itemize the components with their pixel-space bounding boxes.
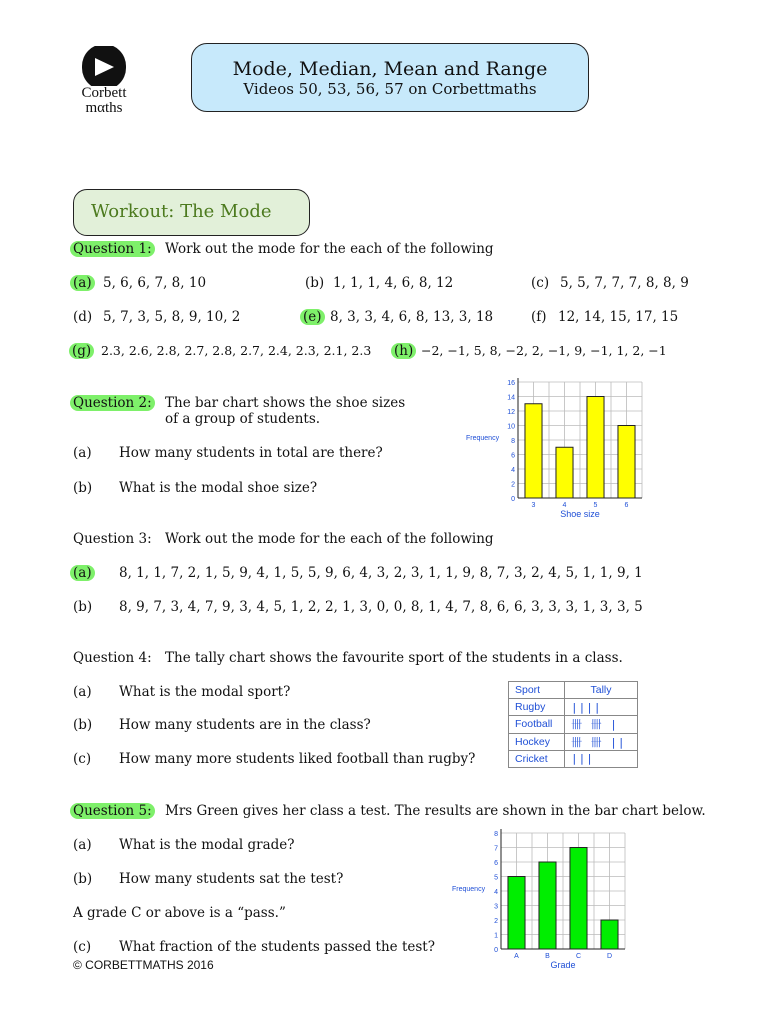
q4-prompt: The tally chart shows the favourite sport of the students in a class.	[165, 650, 623, 666]
tally-header-row	[509, 682, 638, 699]
y-tick-label: 8	[494, 831, 498, 838]
q4-b-letter: (b)	[73, 717, 93, 733]
q3-prompt: Work out the mode for the each of the following	[165, 531, 494, 547]
q1-label: Question 1:	[70, 241, 155, 257]
q5-c-text: What fraction of the students passed the test?	[119, 939, 435, 955]
y-tick-label: 2	[494, 918, 498, 925]
y-tick-label: 5	[494, 874, 498, 882]
q1-f-text: 12, 14, 15, 17, 15	[558, 309, 679, 325]
q2-a-text: How many students in total are there?	[119, 445, 383, 461]
tally-marks: 卌 卌 ||	[565, 733, 638, 750]
y-tick-label: 6	[511, 452, 515, 460]
y-tick-label: 4	[511, 467, 515, 474]
y-tick-label: 8	[511, 438, 515, 445]
logo-line1: Corbett	[81, 85, 127, 101]
x-tick-label: B	[545, 953, 550, 960]
tally-sport: Hockey	[509, 733, 565, 750]
q1-b-text: 1, 1, 1, 4, 6, 8, 12	[333, 275, 454, 291]
x-axis-label: Grade	[550, 960, 576, 970]
q1-g-text: 2.3, 2.6, 2.8, 2.7, 2.8, 2.7, 2.4, 2.3, 2.1, 2.3	[101, 343, 372, 358]
q4-b-text: How many students are in the class?	[119, 717, 371, 733]
table-row	[509, 716, 638, 733]
q1-h-letter: (h)	[391, 343, 416, 359]
y-tick-label: 6	[494, 860, 498, 867]
y-tick-label: 10	[507, 423, 515, 431]
x-tick-label: 6	[624, 502, 629, 509]
x-tick-label: 5	[593, 502, 598, 509]
q2-b-text: What is the modal shoe size?	[119, 480, 318, 496]
y-tick-label: 0	[511, 496, 515, 503]
bar-A	[508, 877, 525, 950]
x-tick-label: 4	[562, 502, 567, 509]
q1-c-text: 5, 5, 7, 7, 7, 8, 8, 9	[560, 275, 689, 291]
q5-b-letter: (b)	[73, 871, 93, 887]
grade-bar-chart	[448, 825, 638, 975]
q3-b-letter: (b)	[73, 599, 93, 615]
tally-marks: |||	[565, 750, 638, 767]
q4-c-text: How many more students liked football than rugby?	[119, 751, 476, 767]
x-tick-label: A	[514, 953, 519, 960]
q5-note: A grade C or above is a “pass.”	[73, 905, 286, 921]
y-tick-label: 12	[507, 409, 515, 416]
page-subtitle: Videos 50, 53, 56, 57 on Corbettmaths	[243, 80, 537, 98]
q5-prompt: Mrs Green gives her class a test. The results are shown in the bar chart below.	[165, 803, 706, 819]
q3-a-text: 8, 1, 1, 7, 2, 1, 5, 9, 4, 1, 5, 5, 9, 6, 4, 3, 2, 3, 1, 1, 9, 8, 7, 3, 2, 4, 5, 1, 1, 9, 1	[119, 565, 643, 581]
q2-a-letter: (a)	[73, 445, 92, 461]
tally-marks: 卌 卌 |	[565, 716, 638, 733]
footer-copyright: © CORBETTMATHS 2016	[73, 958, 214, 972]
y-tick-label: 4	[494, 889, 498, 896]
q1-e-letter: (e)	[300, 309, 325, 325]
q5-a-letter: (a)	[73, 837, 92, 853]
q2-b-letter: (b)	[73, 480, 93, 496]
table-row	[509, 750, 638, 767]
tally-chart	[508, 681, 638, 768]
q1-f-letter: (f)	[531, 309, 547, 325]
y-tick-label: 2	[511, 481, 515, 489]
bar-B	[539, 862, 556, 949]
y-tick-label: 14	[507, 394, 515, 402]
q1-prompt: Work out the mode for the each of the following	[165, 241, 494, 257]
shoe-size-bar-chart	[462, 372, 652, 522]
logo-line2: mαths	[85, 100, 123, 116]
tally-header-tally: Tally	[565, 682, 638, 699]
q3-b-text: 8, 9, 7, 3, 4, 7, 9, 3, 4, 5, 1, 2, 2, 1, 3, 0, 0, 8, 1, 4, 7, 8, 6, 6, 3, 3, 3, 1, 3, 3, 5	[119, 599, 643, 615]
q5-c-letter: (c)	[73, 939, 92, 955]
bar-5	[587, 397, 604, 499]
q1-g-letter: (g)	[69, 343, 94, 359]
x-axis-label: Shoe size	[560, 509, 600, 519]
q5-label: Question 5:	[70, 803, 155, 819]
x-tick-label: D	[606, 953, 613, 960]
q4-c-letter: (c)	[73, 751, 92, 767]
tally-header-sport: Sport	[509, 682, 565, 699]
q3-label: Question 3:	[73, 531, 152, 547]
play-button-icon	[74, 46, 134, 86]
table-row	[509, 733, 638, 750]
q1-d-text: 5, 7, 3, 5, 8, 9, 10, 2	[103, 309, 241, 325]
tally-sport: Rugby	[509, 699, 565, 716]
y-axis-label: Frequency	[452, 886, 486, 893]
q2-prompt-line1: The bar chart shows the shoe sizes	[165, 395, 406, 411]
y-tick-label: 7	[494, 845, 498, 853]
q1-d-letter: (d)	[73, 309, 93, 325]
y-tick-label: 1	[494, 932, 498, 940]
tally-marks: ||||	[565, 699, 638, 716]
q1-a-letter: (a)	[70, 275, 95, 291]
q2-label: Question 2:	[70, 395, 155, 411]
bar-D	[601, 920, 618, 949]
y-tick-label: 3	[494, 903, 498, 911]
q4-a-text: What is the modal sport?	[119, 684, 291, 700]
q1-c-letter: (c)	[531, 275, 550, 291]
bar-3	[525, 404, 542, 498]
bar-6	[618, 426, 635, 499]
q5-b-text: How many students sat the test?	[119, 871, 344, 887]
q4-a-letter: (a)	[73, 684, 92, 700]
title-box	[191, 43, 589, 112]
x-tick-label: 3	[531, 502, 536, 509]
q4-label: Question 4:	[73, 650, 152, 666]
q2-prompt-line2: of a group of students.	[165, 411, 321, 427]
q5-a-text: What is the modal grade?	[119, 837, 295, 853]
q1-b-letter: (b)	[305, 275, 325, 291]
table-row	[509, 699, 638, 716]
bar-C	[570, 848, 587, 950]
q3-a-letter: (a)	[70, 565, 95, 581]
y-tick-label: 16	[507, 380, 515, 387]
tally-sport: Football	[509, 716, 565, 733]
x-tick-label: C	[575, 953, 582, 960]
workout-heading: Workout: The Mode	[73, 189, 310, 236]
y-tick-label: 0	[494, 947, 498, 954]
q1-a-text: 5, 6, 6, 7, 8, 10	[103, 275, 207, 291]
q1-h-text: −2, −1, 5, 8, −2, 2, −1, 9, −1, 1, 2, −1	[421, 343, 667, 358]
y-axis-label: Frequency	[466, 435, 500, 442]
q1-e-text: 8, 3, 3, 4, 6, 8, 13, 3, 18	[330, 309, 494, 325]
tally-sport: Cricket	[509, 750, 565, 767]
bar-4	[556, 447, 573, 498]
page-title: Mode, Median, Mean and Range	[232, 58, 548, 80]
corbettmaths-logo	[74, 46, 134, 116]
